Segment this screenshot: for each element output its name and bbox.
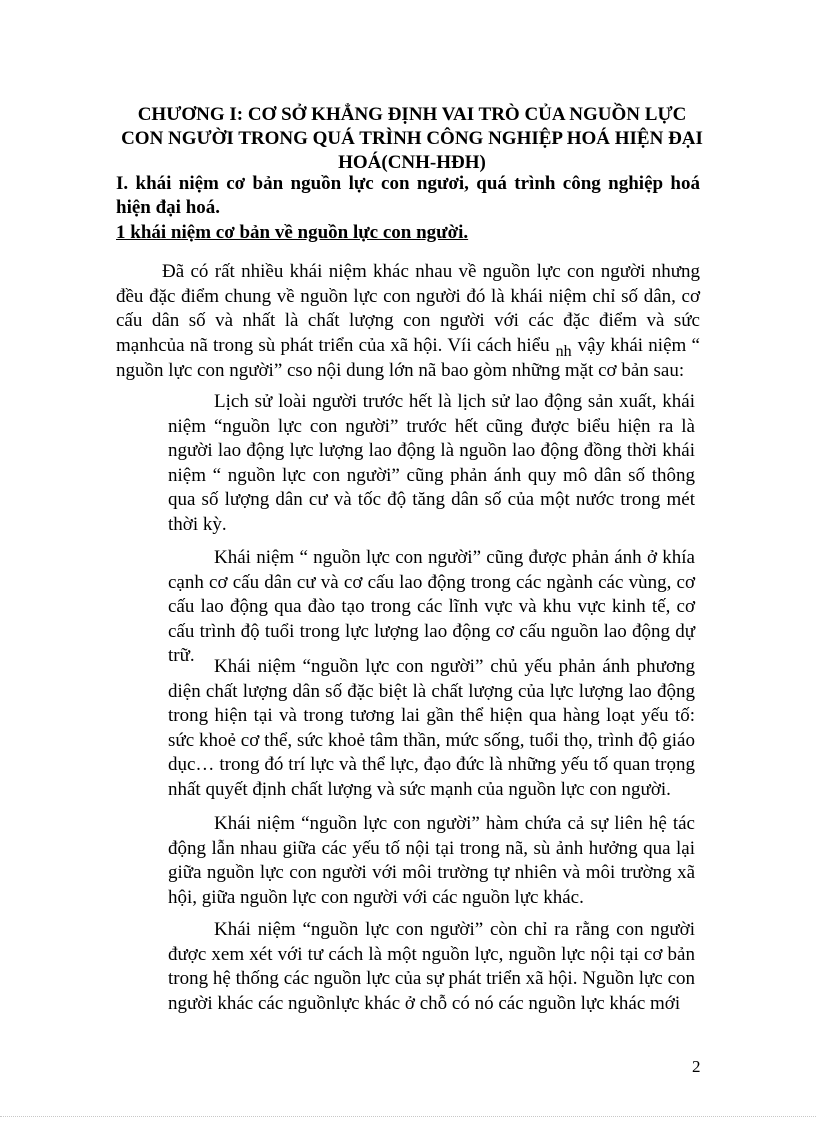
paragraph-quality: Khái niệm “nguồn lực con người” chủ yếu phản ánh phương diện chất lượng dân số đặc biệt là chất lượng của lực lượng lao động trong hiện tại và trong tương lai gần thể hiện qua hàng loạt yếu tố: sức khoẻ cơ thể, sức khoẻ tâm thần, mức sống, tuổi thọ, trình độ giáo dục… trong đó trí lực và thể lực, đạo đức là những yếu tố quan trọng nhất quyết định chất lượng và sức mạnh của nguồn lực con người. xyxy=(168,656,695,800)
paragraph-intro-subscript: nh xyxy=(555,342,572,360)
chapter-title-line-3: HOÁ(CNH-HĐH) xyxy=(338,152,486,173)
paragraph-history: Lịch sử loài người trước hết là lịch sử lao động sản xuất, khái niệm “nguồn lực con người” trước hết cũng được biểu hiện ra là người lao động lực lượng lao động là nguồn lao động đồng thời khái niệm “ nguồn lực con người” cũng phản ánh quy mô dân số thông qua số lượng dân cư và tốc độ tăng dân số của một nước trong mét thời kỳ. xyxy=(168,391,695,535)
section-heading: I. khái niệm cơ bản nguồn lực con ngươi, quá trình công nghiệp hoá hiện đại hoá. xyxy=(116,173,700,218)
page-number: 2 xyxy=(692,1057,701,1076)
chapter-title xyxy=(112,103,712,175)
paragraph-resource: Khái niệm “nguồn lực con người” còn chỉ ra rằng con người được xem xét với tư cách là một nguồn lực, nguồn lực nội tại cơ bản trong hệ thống các nguồn lực của sự phát triển xã hội. Nguồn lực con người khác các nguồnlực khác ở chỗ có nó các nguồn lực khác mới xyxy=(168,919,695,1014)
subsection-heading: 1 khái niệm cơ bản về nguồn lực con người. xyxy=(116,222,469,243)
chapter-title-line-1: CHƯƠNG I: CƠ SỞ KHẲNG ĐỊNH VAI TRÒ CỦA NGUỒN LỰC xyxy=(137,104,687,125)
page-bottom-divider xyxy=(0,1116,816,1117)
paragraph-intro-continuation: vậy khái niệm “ nguồn lực con người” cso nội dung lớn nã bao gòm những mặt cơ bản sau: xyxy=(116,334,700,381)
paragraph-structure: Khái niệm “ nguồn lực con người” cũng được phản ánh ở khía cạnh cơ cấu dân cư và cơ cấu lao động trong các ngành các vùng, cơ cấu lao động qua đào tạo trong các lĩnh vực và khu vực kinh tế, cơ cấu trình độ tuổi trong lực lượng lao động cơ cấu nguồn lao động dự trữ. xyxy=(168,547,695,666)
chapter-title-line-2: CON NGƯỜI TRONG QUÁ TRÌNH CÔNG NGHIỆP HOÁ HIỆN ĐẠI xyxy=(121,128,703,149)
paragraph-interaction: Khái niệm “nguồn lực con người” hàm chứa cả sự liên hệ tác động lẫn nhau giữa các yếu tố nội tại trong nã, sù ảnh hưởng qua lại giữa nguồn lực con người với môi trường tự nhiên và môi trường xã hội, giữa nguồn lực con người với các nguồn lực khác. xyxy=(168,813,695,908)
paragraph-intro-text: Đã có rất nhiều khái niệm khác nhau về nguồn lực con người nhưng đều đặc điểm chung về nguồn lực con người đó là khái niệm chỉ số dân, cơ cấu dân số và nhất là chất lượng con người với các đặc điểm và sức mạnhcủa nã trong sù phát triển của xã hội. Víi cách hiểu xyxy=(116,261,700,356)
paragraph-intro xyxy=(116,260,700,384)
